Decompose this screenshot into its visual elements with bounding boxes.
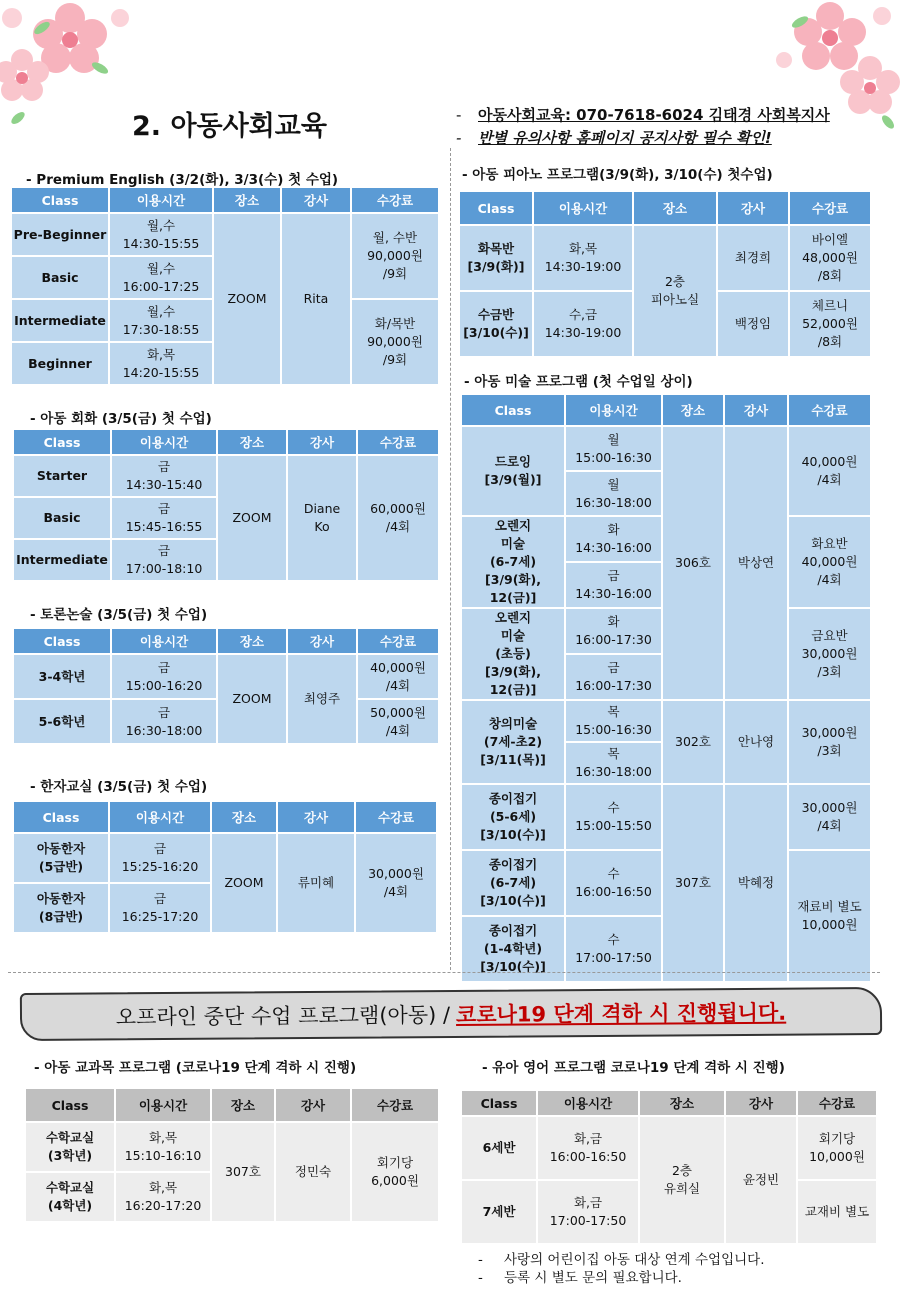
place-cell: ZOOM [218, 456, 286, 580]
subject-program-title: - 아동 교과목 프로그램 (코로나19 단계 격하 시 진행) [34, 1060, 357, 1076]
debate-table [12, 627, 440, 745]
col-class: Class [460, 192, 532, 224]
col-place: 장소 [212, 1089, 274, 1121]
premium-english-title: - Premium English (3/2(화), 3/3(수) 첫 수업) [26, 172, 339, 188]
time-cell: 수 17:00-17:50 [566, 917, 661, 981]
column-divider [450, 148, 451, 970]
banner-highlight-text: 코로나19 단계 격하 시 진행됩니다. [455, 1000, 787, 1027]
col-teacher: 강사 [718, 192, 788, 224]
teacher-cell: 박혜정 [725, 785, 787, 981]
time-cell: 화,목 15:10-16:10 [116, 1123, 210, 1171]
piano-title: - 아동 피아노 프로그램(3/9(화), 3/10(수) 첫수업) [462, 167, 773, 183]
fee-cell: 재료비 별도 10,000원 [789, 851, 870, 981]
time-cell: 월 16:30-18:00 [566, 472, 661, 515]
class-cell: 7세반 [462, 1181, 536, 1243]
table-row [12, 214, 438, 255]
time-cell: 수,금 14:30-19:00 [534, 292, 632, 356]
table-row [462, 427, 870, 470]
col-time: 이용시간 [110, 802, 210, 832]
class-cell: 드로잉 [3/9(월)] [462, 427, 564, 515]
col-time: 이용시간 [538, 1091, 638, 1115]
time-cell: 화,목 14:20-15:55 [110, 343, 212, 384]
place-cell: ZOOM [214, 214, 280, 384]
class-cell: Basic [14, 498, 110, 538]
col-teacher: 강사 [725, 395, 787, 425]
class-cell: 화목반 [3/9(화)] [460, 226, 532, 290]
col-place: 장소 [634, 192, 716, 224]
teacher-cell: Diane Ko [288, 456, 356, 580]
class-cell: Intermediate [14, 540, 110, 580]
teacher-cell: 류미혜 [278, 834, 354, 932]
col-place: 장소 [214, 188, 280, 212]
piano-table [458, 190, 872, 358]
time-cell: 금 15:25-16:20 [110, 834, 210, 882]
hanja-title: - 한자교실 (3/5(금) 첫 수업) [30, 779, 208, 795]
time-cell: 목 16:30-18:00 [566, 743, 661, 783]
col-fee: 수강료 [356, 802, 436, 832]
class-cell: 창의미술 (7세-초2) [3/11(목)] [462, 701, 564, 783]
col-place: 장소 [663, 395, 723, 425]
fee-cell: 30,000원 /3회 [789, 701, 870, 783]
hanja-table [12, 800, 438, 934]
time-cell: 화,목 16:20-17:20 [116, 1173, 210, 1221]
class-cell: 아동한자 (5급반) [14, 834, 108, 882]
col-teacher: 강사 [278, 802, 354, 832]
col-place: 장소 [640, 1091, 724, 1115]
table-row [462, 701, 870, 741]
col-place: 장소 [218, 629, 286, 653]
col-class: Class [462, 395, 564, 425]
fee-cell: 교재비 별도 [798, 1181, 876, 1243]
fee-cell: 바이엘 48,000원 /8회 [790, 226, 870, 290]
time-cell: 수 15:00-15:50 [566, 785, 661, 849]
toddler-english-table [460, 1089, 878, 1245]
time-cell: 금 15:45-16:55 [112, 498, 216, 538]
fee-cell: 회기당 10,000원 [798, 1117, 876, 1179]
table-row [462, 785, 870, 849]
art-title: - 아동 미술 프로그램 (첫 수업일 상이) [464, 374, 693, 390]
fee-cell: 화요반 40,000원 /4회 [789, 517, 870, 607]
footnote: - 등록 시 별도 문의 필요합니다. [478, 1269, 765, 1287]
class-cell: 수학교실 (4학년) [26, 1173, 114, 1221]
col-fee: 수강료 [358, 430, 438, 454]
col-class: Class [26, 1089, 114, 1121]
time-cell: 금 16:00-17:30 [566, 655, 661, 699]
class-cell: 3-4학년 [14, 655, 110, 698]
time-cell: 월,수 14:30-15:55 [110, 214, 212, 255]
flower-decoration-left-icon [0, 0, 150, 135]
page-title: 2. 아동사회교육 [132, 111, 327, 142]
place-cell: 307호 [663, 785, 723, 981]
teacher-cell: 최경희 [718, 226, 788, 290]
section-divider [8, 972, 880, 973]
place-cell: 2층 피아노실 [634, 226, 716, 356]
class-cell: 종이접기 (6-7세) [3/10(수)] [462, 851, 564, 915]
class-cell: 6세반 [462, 1117, 536, 1179]
class-cell: 아동한자 (8급반) [14, 884, 108, 932]
col-teacher: 강사 [276, 1089, 350, 1121]
time-cell: 화,금 17:00-17:50 [538, 1181, 638, 1243]
fee-cell: 화/목반 90,000원 /9회 [352, 300, 438, 384]
time-cell: 금 14:30-16:00 [566, 563, 661, 607]
col-time: 이용시간 [112, 629, 216, 653]
fee-cell: 월, 수반 90,000원 /9회 [352, 214, 438, 298]
time-cell: 화,목 14:30-19:00 [534, 226, 632, 290]
time-cell: 수 16:00-16:50 [566, 851, 661, 915]
col-fee: 수강료 [798, 1091, 876, 1115]
class-cell: Basic [12, 257, 108, 298]
teacher-cell: 윤정빈 [726, 1117, 796, 1243]
place-cell: 306호 [663, 427, 723, 699]
class-cell: Intermediate [12, 300, 108, 341]
fee-cell: 40,000원 /4회 [358, 655, 438, 698]
col-fee: 수강료 [352, 188, 438, 212]
place-cell: 302호 [663, 701, 723, 783]
class-cell: 종이접기 (1-4학년) [3/10(수)] [462, 917, 564, 981]
notice-line: - 반별 유의사항 홈페이지 공지사항 필수 확인! [456, 127, 830, 150]
col-fee: 수강료 [358, 629, 438, 653]
fee-cell: 60,000원 /4회 [358, 456, 438, 580]
col-fee: 수강료 [352, 1089, 438, 1121]
class-cell: 수금반 [3/10(수)] [460, 292, 532, 356]
col-time: 이용시간 [116, 1089, 210, 1121]
time-cell: 목 15:00-16:30 [566, 701, 661, 741]
teacher-cell: 백정임 [718, 292, 788, 356]
col-place: 장소 [218, 430, 286, 454]
col-time: 이용시간 [112, 430, 216, 454]
class-cell: 종이접기 (5-6세) [3/10(수)] [462, 785, 564, 849]
time-cell: 금 14:30-15:40 [112, 456, 216, 496]
time-cell: 금 16:25-17:20 [110, 884, 210, 932]
table-row [14, 456, 438, 496]
teacher-cell: 안나영 [725, 701, 787, 783]
col-teacher: 강사 [726, 1091, 796, 1115]
table-row [460, 226, 870, 290]
class-cell: 5-6학년 [14, 700, 110, 743]
class-cell: 오렌지 미술 (6-7세) [3/9(화), 12(금)] [462, 517, 564, 607]
fee-cell: 50,000원 /4회 [358, 700, 438, 743]
fee-cell: 30,000원 /4회 [789, 785, 870, 849]
offline-suspended-banner [20, 987, 882, 1041]
time-cell: 월,수 16:00-17:25 [110, 257, 212, 298]
contact-line: - 아동사회교육: 070-7618-6024 김태경 사회복지사 [456, 104, 830, 127]
place-cell: 2층 유희실 [640, 1117, 724, 1243]
col-time: 이용시간 [110, 188, 212, 212]
teacher-cell: 최영주 [288, 655, 356, 743]
contact-info [456, 104, 830, 150]
time-cell: 금 16:30-18:00 [112, 700, 216, 743]
teacher-cell: 정민숙 [276, 1123, 350, 1221]
place-cell: 307호 [212, 1123, 274, 1221]
subject-program-table [24, 1087, 440, 1223]
time-cell: 월 15:00-16:30 [566, 427, 661, 470]
time-cell: 화 16:00-17:30 [566, 609, 661, 653]
time-cell: 화,금 16:00-16:50 [538, 1117, 638, 1179]
class-cell: 수학교실 (3학년) [26, 1123, 114, 1171]
class-cell: 오렌지 미술 (초등) [3/9(화), 12(금)] [462, 609, 564, 699]
class-cell: Pre-Beginner [12, 214, 108, 255]
col-class: Class [14, 430, 110, 454]
col-fee: 수강료 [789, 395, 870, 425]
class-cell: Starter [14, 456, 110, 496]
footnotes [478, 1251, 765, 1287]
fee-cell: 30,000원 /4회 [356, 834, 436, 932]
toddler-english-title: - 유아 영어 프로그램 코로나19 단계 격하 시 진행) [482, 1060, 785, 1076]
conversation-table [12, 428, 440, 582]
table-row [14, 655, 438, 698]
teacher-cell: Rita [282, 214, 350, 384]
fee-cell: 금요반 30,000원 /3회 [789, 609, 870, 699]
table-row [26, 1123, 438, 1171]
col-class: Class [462, 1091, 536, 1115]
col-class: Class [12, 188, 108, 212]
col-time: 이용시간 [534, 192, 632, 224]
col-class: Class [14, 629, 110, 653]
banner-main-text: 오프라인 중단 수업 프로그램(아동) / [115, 1003, 451, 1030]
col-class: Class [14, 802, 108, 832]
art-table [460, 393, 872, 983]
time-cell: 금 17:00-18:10 [112, 540, 216, 580]
time-cell: 금 15:00-16:20 [112, 655, 216, 698]
teacher-cell: 박상연 [725, 427, 787, 699]
col-teacher: 강사 [288, 629, 356, 653]
place-cell: ZOOM [212, 834, 276, 932]
col-teacher: 강사 [288, 430, 356, 454]
col-fee: 수강료 [790, 192, 870, 224]
place-cell: ZOOM [218, 655, 286, 743]
conversation-title: - 아동 회화 (3/5(금) 첫 수업) [30, 411, 212, 427]
col-place: 장소 [212, 802, 276, 832]
col-time: 이용시간 [566, 395, 661, 425]
footnote: - 사랑의 어린이집 아동 대상 연계 수업입니다. [478, 1251, 765, 1269]
premium-english-table [10, 186, 440, 386]
fee-cell: 회기당 6,000원 [352, 1123, 438, 1221]
time-cell: 월,수 17:30-18:55 [110, 300, 212, 341]
col-teacher: 강사 [282, 188, 350, 212]
table-row [462, 1117, 876, 1179]
fee-cell: 40,000원 /4회 [789, 427, 870, 515]
table-row [14, 834, 436, 882]
debate-title: - 토론논술 (3/5(금) 첫 수업) [30, 607, 208, 623]
fee-cell: 체르니 52,000원 /8회 [790, 292, 870, 356]
time-cell: 화 14:30-16:00 [566, 517, 661, 561]
class-cell: Beginner [12, 343, 108, 384]
